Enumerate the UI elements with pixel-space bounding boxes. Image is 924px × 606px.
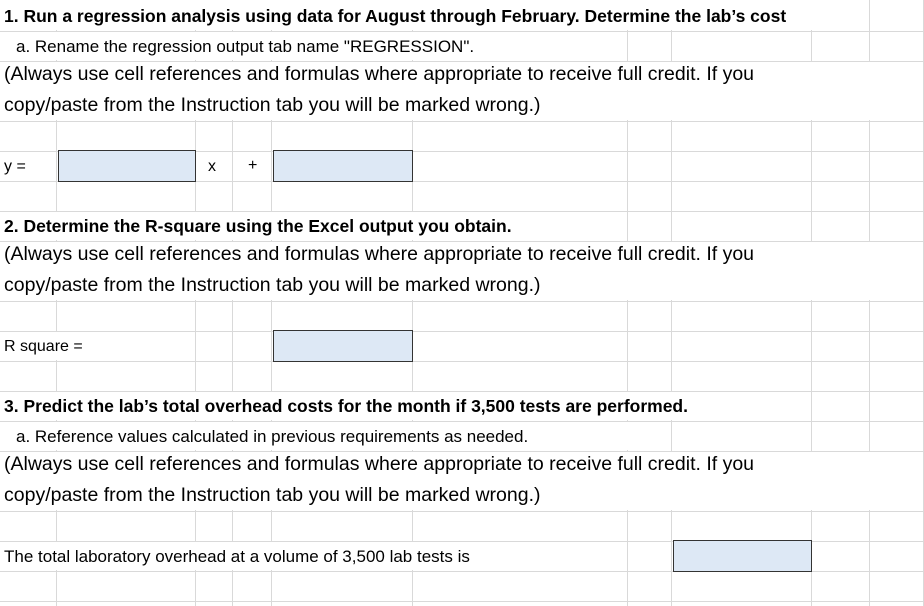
gridline	[0, 361, 924, 362]
overhead-input[interactable]	[673, 540, 812, 572]
q3-subtitle: a. Reference values calculated in previous requirements as needed.	[16, 427, 529, 446]
r-square-input[interactable]	[273, 330, 413, 362]
gridline	[0, 121, 924, 122]
q1-subtitle: a. Rename the regression output tab name "REGRESSION".	[16, 37, 475, 56]
gridline	[0, 601, 924, 602]
q2-title: 2. Determine the R-square using the Excel output you obtain.	[4, 216, 512, 236]
intercept-input[interactable]	[273, 150, 413, 182]
slope-input[interactable]	[58, 150, 196, 182]
gridline	[0, 511, 924, 512]
q3-instruction-line1: (Always use cell references and formulas where appropriate to receive full credit. If you	[4, 453, 755, 475]
x-label: x	[208, 158, 216, 175]
q1-instruction-line2: copy/paste from the Instruction tab you will be marked wrong.)	[4, 94, 541, 116]
q1-instruction-line1: (Always use cell references and formulas where appropriate to receive full credit. If you	[4, 63, 755, 85]
gridline	[0, 301, 924, 302]
q3-title: 3. Predict the lab’s total overhead costs for the month if 3,500 tests are performed.	[4, 396, 688, 416]
q3-instruction-line2: copy/paste from the Instruction tab you will be marked wrong.)	[4, 484, 541, 506]
q2-instruction-line2: copy/paste from the Instruction tab you will be marked wrong.)	[4, 274, 541, 296]
y-equals-label: y =	[4, 158, 26, 175]
q2-instruction-line1: (Always use cell references and formulas where appropriate to receive full credit. If you	[4, 243, 755, 265]
q1-title: 1. Run a regression analysis using data for August through February. Determine the lab’s cost	[4, 6, 787, 26]
r-square-label: R square =	[4, 338, 83, 355]
plus-label: +	[248, 157, 258, 174]
overhead-label: The total laboratory overhead at a volume of 3,500 lab tests is	[4, 547, 470, 566]
